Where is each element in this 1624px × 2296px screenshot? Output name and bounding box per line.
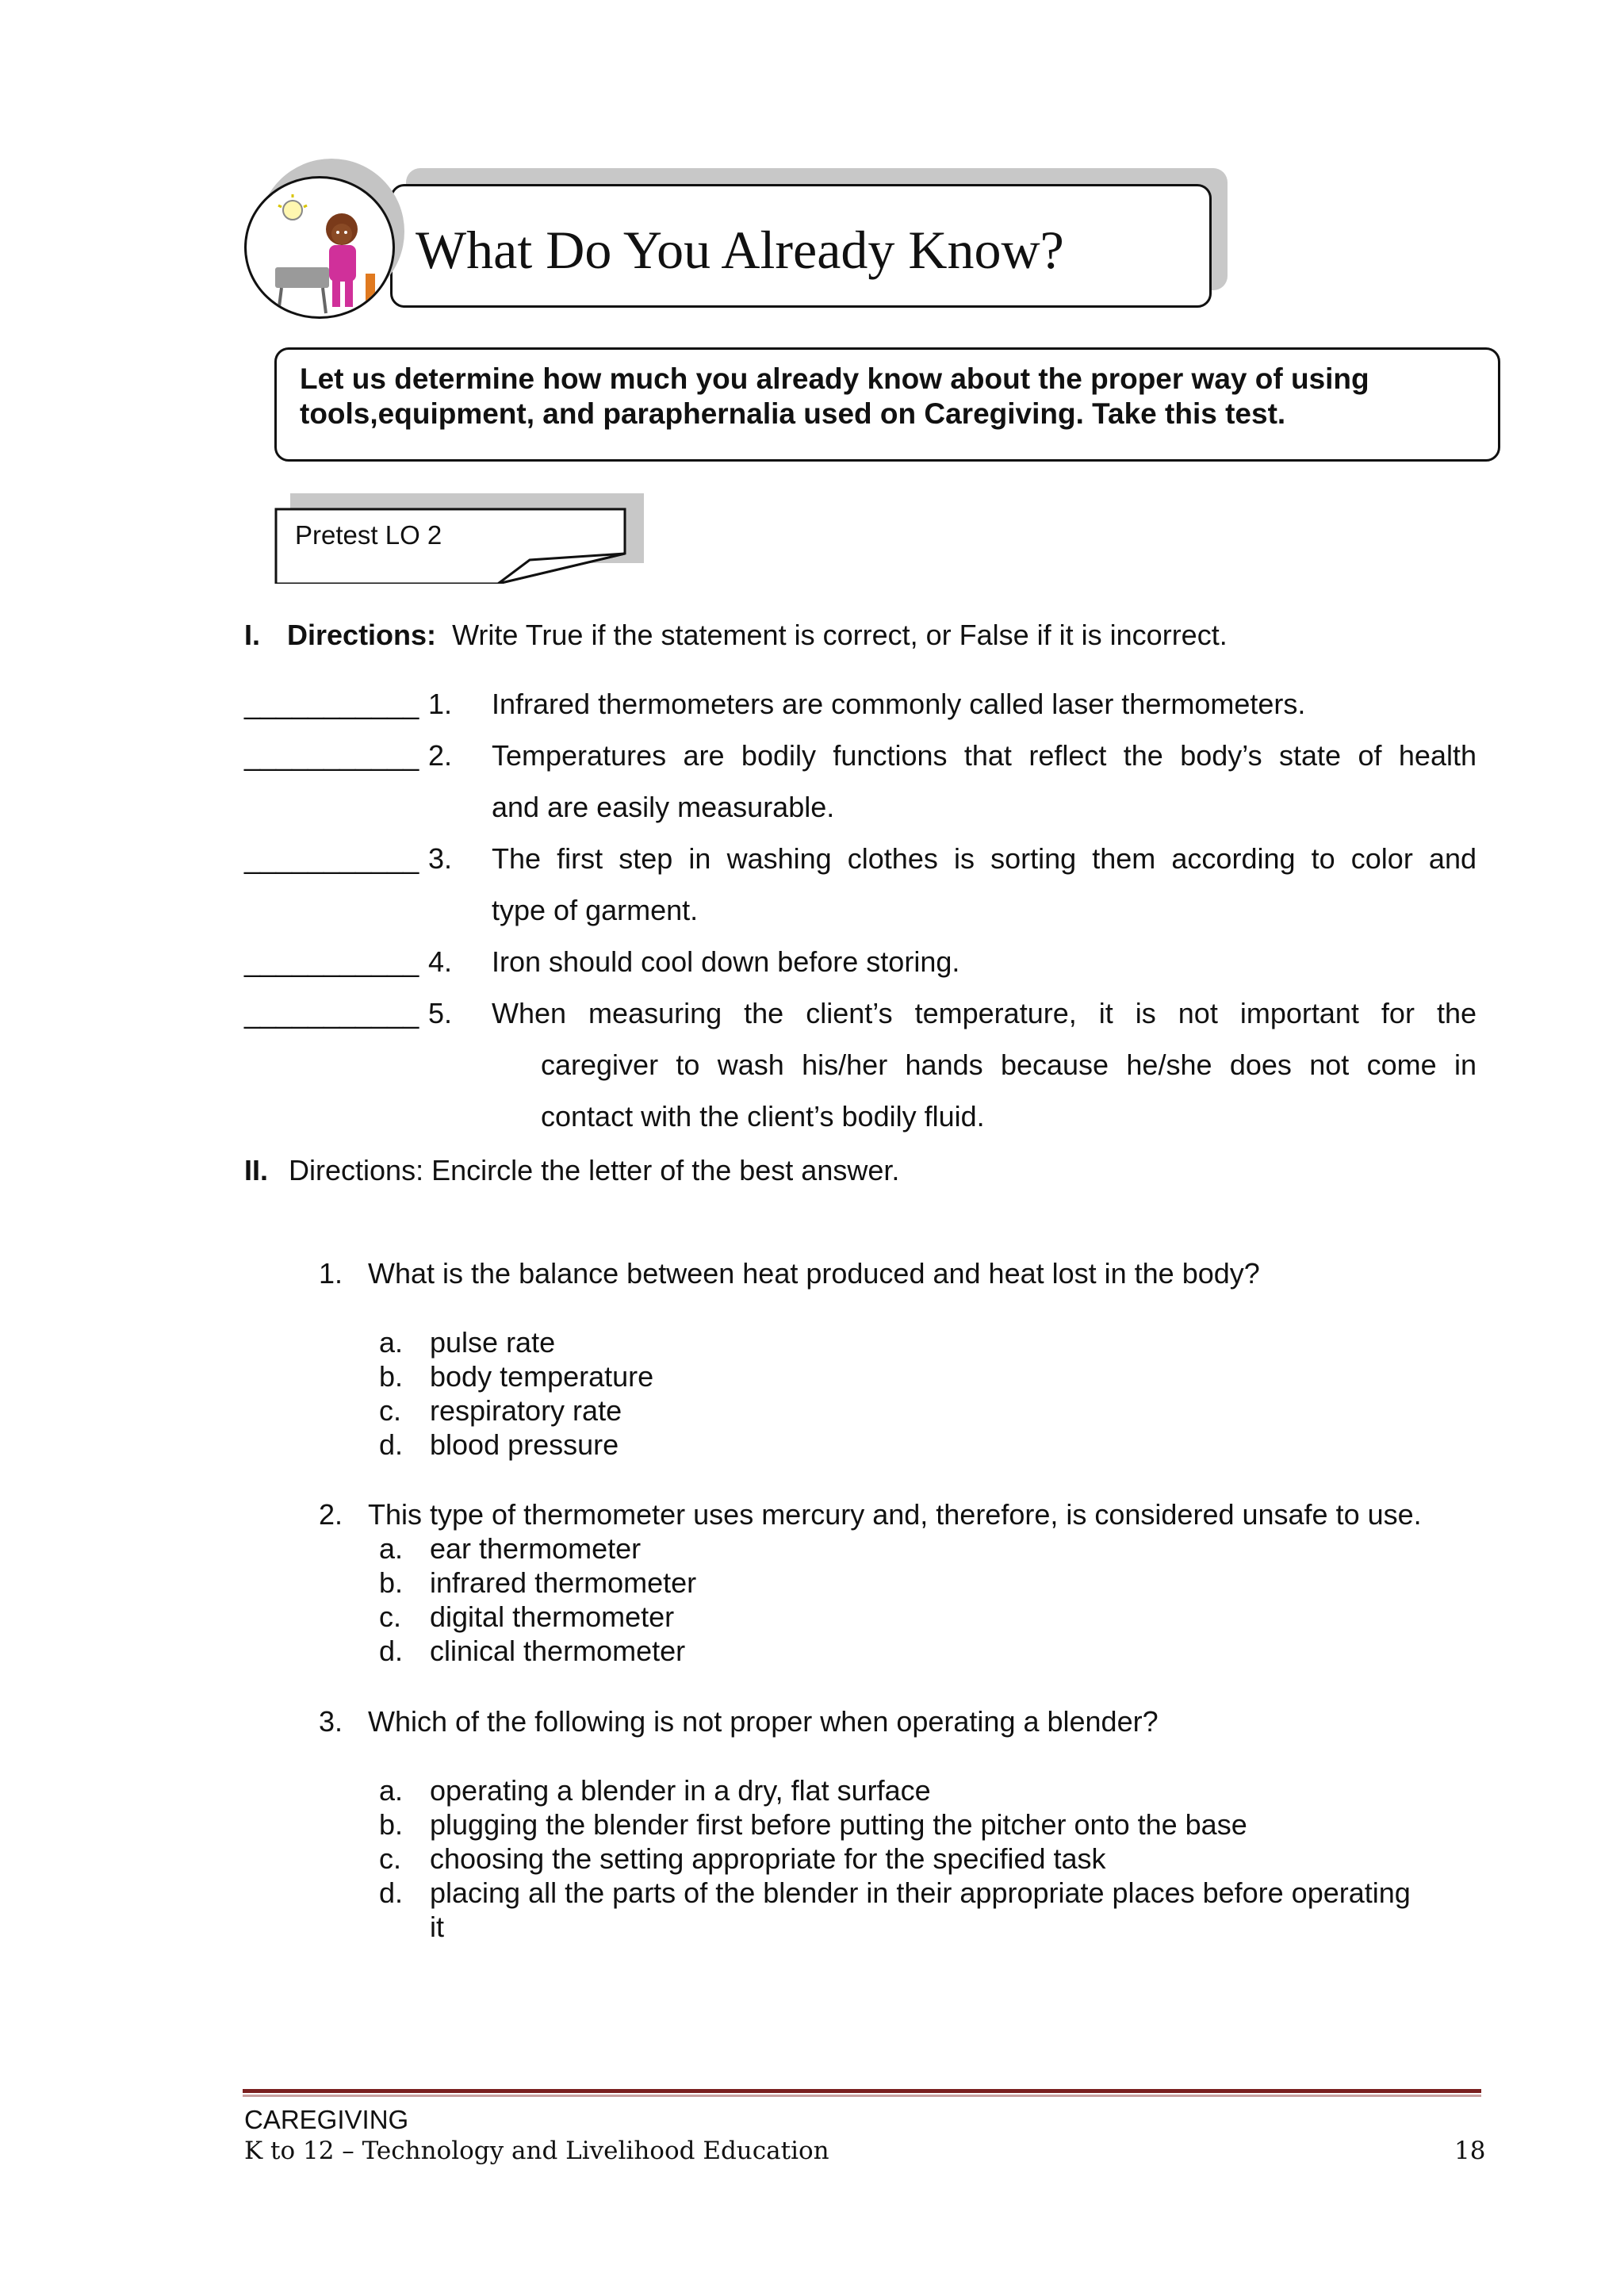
item-number: 1.	[428, 688, 453, 720]
choice-text: digital thermometer	[430, 1600, 675, 1633]
choice-text: ear thermometer	[430, 1532, 642, 1565]
choice-text: operating a blender in a dry, flat surface	[430, 1774, 931, 1807]
item-number: 5.	[428, 997, 453, 1029]
choice-text: body temperature	[430, 1360, 654, 1393]
section2-numeral: II.	[244, 1154, 269, 1186]
question-text: This type of thermometer uses mercury and, therefore, is considered unsafe to use.	[368, 1498, 1422, 1531]
item-number: 4.	[428, 945, 453, 978]
choice-letter: d.	[379, 1635, 404, 1667]
choice-letter: b.	[379, 1360, 404, 1393]
statement: When measuring the client’s temperature, it is not important for the	[492, 997, 1477, 1029]
section1-heading	[244, 619, 1228, 652]
statement: Temperatures are bodily functions that reflect the body’s state of health	[492, 739, 1477, 772]
footer-subject: CAREGIVING	[244, 2105, 409, 2134]
statement-cont: caregiver to wash his/her hands because he/she does not come in	[541, 1048, 1477, 1081]
choice-text: respiratory rate	[430, 1394, 622, 1427]
choice-letter: d.	[379, 1428, 404, 1461]
blank-line: ___________	[244, 688, 419, 720]
choice-text: clinical thermometer	[430, 1635, 686, 1667]
choice-text: choosing the setting appropriate for the specified task	[430, 1842, 1106, 1875]
choice-letter: a.	[379, 1774, 404, 1807]
question-number: 3.	[319, 1705, 343, 1738]
statement-cont: and are easily measurable.	[492, 791, 835, 823]
blank-line: ___________	[244, 997, 419, 1029]
choice-letter: c.	[379, 1394, 402, 1427]
choice-letter: b.	[379, 1808, 404, 1841]
statement: Infrared thermometers are commonly called laser thermometers.	[492, 688, 1306, 720]
statement: The first step in washing clothes is sorting them according to color and	[492, 842, 1477, 875]
page-number: 18	[1454, 2137, 1486, 2165]
statement-cont: type of garment.	[492, 894, 699, 926]
question-text: What is the balance between heat produced and heat lost in the body?	[368, 1257, 1260, 1290]
question-number: 2.	[319, 1498, 343, 1531]
footer-rule-shadow	[243, 2095, 1481, 2097]
pretest-label: Pretest LO 2	[295, 520, 442, 550]
choice-text: infrared thermometer	[430, 1566, 697, 1599]
choice-text: pulse rate	[430, 1326, 556, 1359]
choice-letter: d.	[379, 1876, 404, 1909]
item-number: 3.	[428, 842, 453, 875]
question-number: 1.	[319, 1257, 343, 1290]
statement: Iron should cool down before storing.	[492, 945, 960, 978]
mascot-icon	[244, 176, 395, 319]
section1-numeral: I.	[244, 619, 261, 651]
section2-directions: Directions: Encircle the letter of the best answer.	[289, 1154, 900, 1186]
footer-program: K to 12 – Technology and Livelihood Education	[244, 2137, 829, 2165]
choice-letter: c.	[379, 1842, 402, 1875]
section1-directions-label: Directions:	[287, 619, 437, 651]
choice-letter: a.	[379, 1532, 404, 1565]
section2-heading	[244, 1154, 899, 1187]
question-text: Which of the following is not proper when operating a blender?	[368, 1705, 1159, 1738]
choice-text: blood pressure	[430, 1428, 619, 1461]
choice-text: placing all the parts of the blender in their appropriate places before operating	[430, 1876, 1411, 1909]
choice-letter: b.	[379, 1566, 404, 1599]
item-number: 2.	[428, 739, 453, 772]
statement-cont: contact with the client’s bodily fluid.	[541, 1100, 985, 1133]
page-title: What Do You Already Know?	[416, 220, 1064, 280]
section1-directions-text: Write True if the statement is correct, or False if it is incorrect.	[452, 619, 1228, 651]
choice-text: plugging the blender first before putting the pitcher onto the base	[430, 1808, 1247, 1841]
choice-letter: c.	[379, 1600, 402, 1633]
footer-rule	[243, 2089, 1481, 2093]
choice-text-cont: it	[430, 1911, 444, 1943]
intro-text: Let us determine how much you already know about the proper way of using tools,equipment, and paraphernalia used on Caregiving. Take this test.	[300, 362, 1369, 430]
blank-line: ___________	[244, 739, 419, 772]
blank-line: ___________	[244, 842, 419, 875]
choice-letter: a.	[379, 1326, 404, 1359]
blank-line: ___________	[244, 945, 419, 978]
